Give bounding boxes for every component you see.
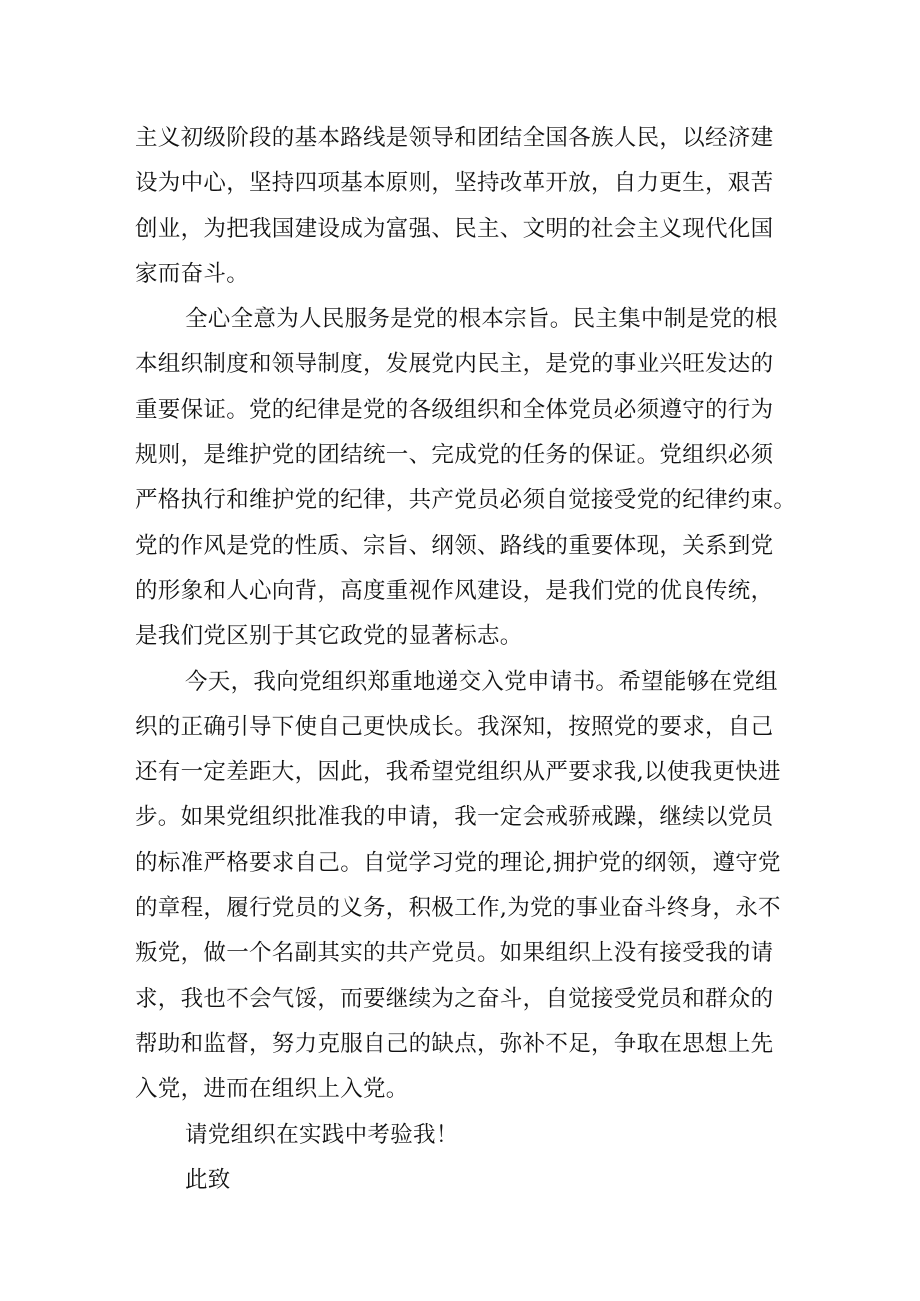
text-line: 今天，我向党组织郑重地递交入党申请书。希望能够在党组: [185, 668, 778, 695]
text-line: 入党，进而在组织上入党。: [135, 1076, 409, 1103]
text-line: 是我们党区别于其它政党的显著标志。: [135, 623, 523, 650]
text-line: 织的正确引导下使自己更快成长。我深知，按照党的要求，自己: [135, 713, 774, 740]
text-line: 主义初级阶段的基本路线是领导和团结全国各族人民，以经济建: [135, 125, 774, 151]
text-line: 叛党，做一个名副其实的共产党员。如果组织上没有接受我的请: [135, 940, 774, 967]
text-line: 还有一定差距大，因此，我希望党组织从严要求我,以使我更快进: [135, 759, 781, 786]
text-line: 的形象和人心向背，高度重视作风建设，是我们党的优良传统，: [135, 577, 774, 604]
text-line: 的章程，履行党员的义务，积极工作,为党的事业奋斗终身，永不: [135, 895, 781, 922]
text-line: 的标准严格要求自己。自觉学习党的理论,拥护党的纲领，遵守党: [135, 849, 781, 876]
text-line: 步。如果党组织批准我的申请，我一定会戒骄戒躁，继续以党员: [135, 804, 774, 831]
salutation: 此致: [185, 1166, 231, 1193]
text-line: 帮助和监督，努力克服自己的缺点，弥补不足，争取在思想上先: [135, 1030, 774, 1057]
text-line: 创业，为把我国建设成为富强、民主、文明的社会主义现代化国: [135, 215, 774, 242]
text-line: 家而奋斗。: [135, 260, 250, 287]
text-line: 全心全意为人民服务是党的根本宗旨。民主集中制是党的根: [185, 306, 778, 333]
text-line: 规则，是维护党的团结统一、完成党的任务的保证。党组织必须: [135, 442, 774, 469]
closing-request: 请党组织在实践中考验我！: [185, 1121, 459, 1148]
text-line: 设为中心，坚持四项基本原则，坚持改革开放，自力更生，艰苦: [135, 170, 774, 197]
text-line: 党的作风是党的性质、宗旨、纲领、路线的重要体现，关系到党: [135, 532, 774, 559]
text-line: 严格执行和维护党的纪律，共产党员必须自觉接受党的纪律约束。: [135, 487, 797, 514]
text-line: 求，我也不会气馁，而要继续为之奋斗，自觉接受党员和群众的: [135, 985, 774, 1012]
document-body: [135, 116, 797, 1203]
text-line: 重要保证。党的纪律是党的各级组织和全体党员必须遵守的行为: [135, 396, 774, 423]
text-line: 本组织制度和领导制度，发展党内民主，是党的事业兴旺发达的: [135, 351, 774, 378]
